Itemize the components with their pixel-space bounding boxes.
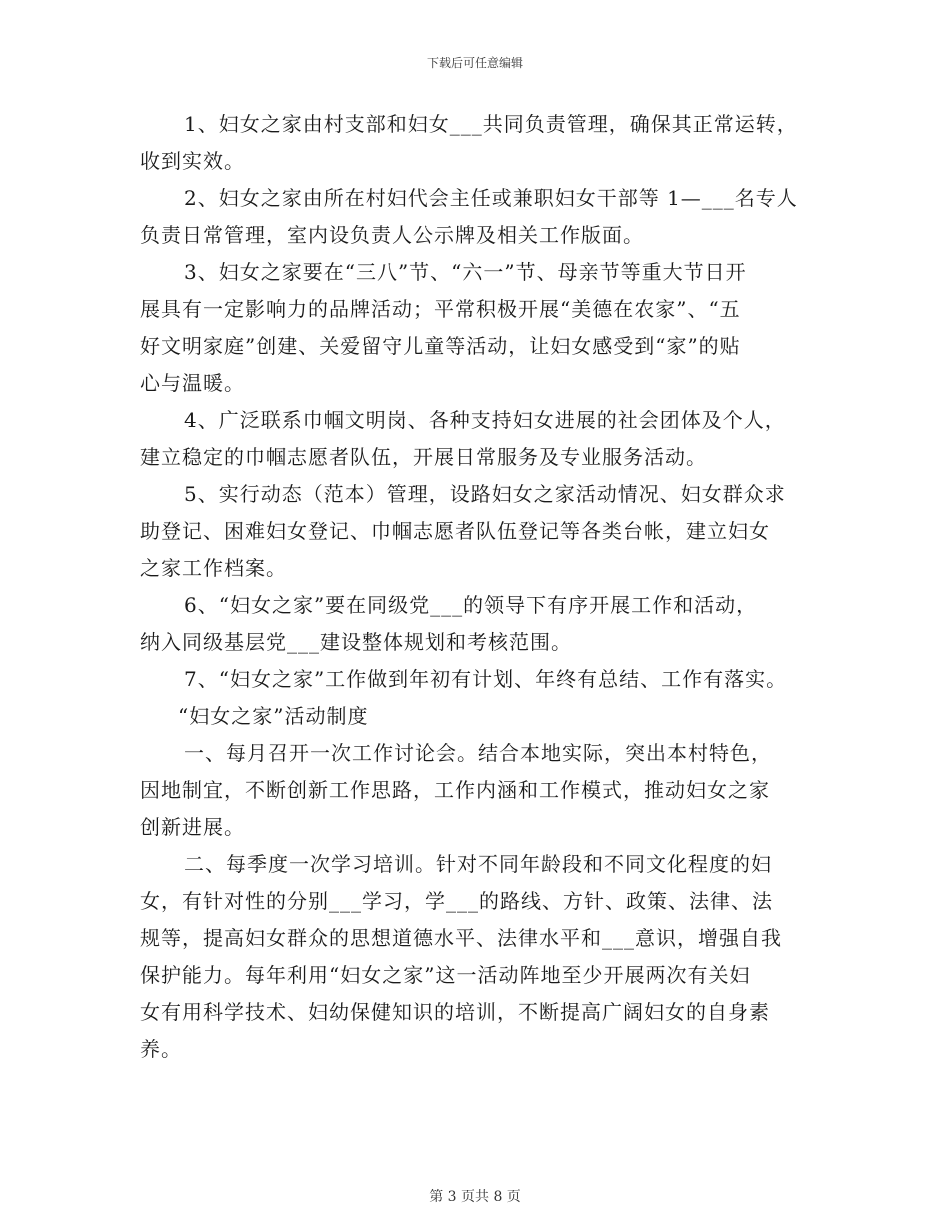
paragraph-line: 心与温暖。 [140, 371, 245, 395]
paragraph-line: 女，有针对性的分别___学习，学___的路线、方针、政策、法律、法 [140, 889, 773, 913]
paragraph-line: 保护能力。每年利用“妇女之家”这一活动阵地至少开展两次有关妇 [140, 963, 751, 987]
paragraph-line: 负责日常管理，室内设负责人公示牌及相关工作版面。 [140, 223, 644, 247]
paragraph-line: 2、妇女之家由所在村妇代会主任或兼职妇女干部等 1—___名专人 [184, 186, 798, 210]
paragraph-line: 3、妇女之家要在“三八”节、“六一”节、母亲节等重大节日开 [184, 260, 747, 284]
paragraph-line: 7、“妇女之家”工作做到年初有计划、年终有总结、工作有落实。 [184, 667, 788, 691]
paragraph-line: 好文明家庭”创建、关爱留守儿童等活动，让妇女感受到“家”的贴 [140, 334, 741, 358]
page-header: 下载后可任意编辑 [426, 56, 523, 70]
paragraph-line: 1、妇女之家由村支部和妇女___共同负责管理，确保其正常运转， [184, 112, 798, 136]
paragraph-line: 规等，提高妇女群众的思想道德水平、法律水平和___意识，增强自我 [140, 926, 782, 950]
paragraph-line: 收到实效。 [140, 149, 245, 173]
paragraph-line: 创新进展。 [140, 815, 245, 839]
page-footer: 第 3 页共 8 页 [429, 1189, 521, 1205]
paragraph-line: 养。 [140, 1037, 182, 1061]
paragraph-line: 建立稳定的巾帼志愿者队伍，开展日常服务及专业服务活动。 [140, 445, 707, 469]
paragraph-line: 纳入同级基层党___建设整体规划和考核范围。 [140, 630, 572, 654]
paragraph-line: 女有用科学技术、妇幼保健知识的培训，不断提高广阔妇女的自身素 [140, 1000, 770, 1024]
section-heading: “妇女之家”活动制度 [178, 704, 369, 728]
paragraph-line: 因地制宜，不断创新工作思路，工作内涵和工作模式，推动妇女之家 [140, 778, 770, 802]
paragraph-line: 6、“妇女之家”要在同级党___的领导下有序开展工作和活动， [184, 593, 758, 617]
paragraph-line: 之家工作档案。 [140, 556, 287, 580]
paragraph-line: 展具有一定影响力的品牌活动；平常积极开展“美德在农家”、“五 [140, 297, 741, 321]
paragraph-line: 助登记、困难妇女登记、巾帼志愿者队伍登记等各类台帐，建立妇女 [140, 519, 770, 543]
paragraph-line: 5、实行动态（范本）管理，设路妇女之家活动情况、妇女群众求 [184, 482, 786, 506]
paragraph-line: 4、广泛联系巾帼文明岗、各种支持妇女进展的社会团体及个人， [184, 408, 786, 432]
paragraph-line: 一、每月召开一次工作讨论会。结合本地实际，突出本村特色， [184, 741, 772, 765]
document-body [140, 106, 820, 1068]
paragraph-line: 二、每季度一次学习培训。针对不同年龄段和不同文化程度的妇 [184, 852, 772, 876]
